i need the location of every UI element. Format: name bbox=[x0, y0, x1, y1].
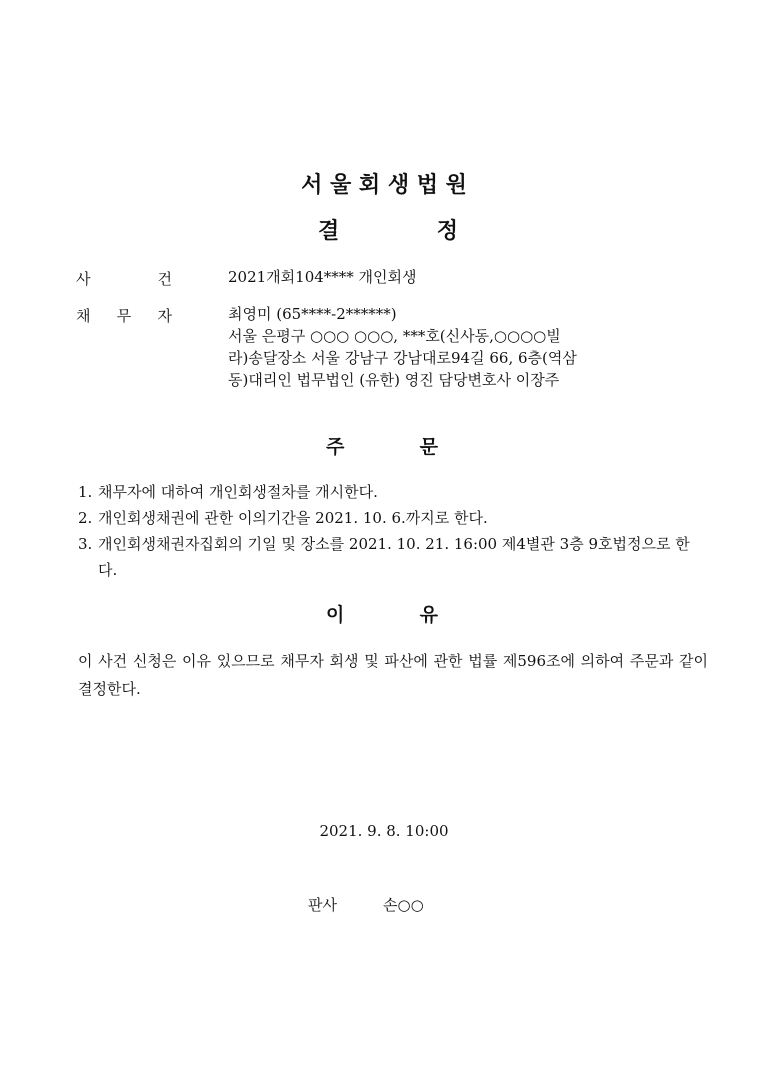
document-title bbox=[318, 214, 458, 245]
order-item bbox=[78, 531, 708, 583]
debtor-label-char-1: 채 bbox=[76, 307, 91, 325]
reason-heading-char-2: 유 bbox=[419, 604, 438, 626]
debtor-label-char-2: 무 bbox=[116, 307, 132, 325]
reason-text: 이 사건 신청은 이유 있으므로 채무자 회생 및 파산에 관한 법률 제596조에 의하여 주문과 같이 결정한다. bbox=[78, 652, 708, 698]
order-item bbox=[78, 479, 708, 505]
debtor-line-1: 최영미 (65****-2******) bbox=[228, 305, 397, 323]
judge-label: 판사 bbox=[308, 896, 337, 914]
judge-name: 손○○ bbox=[382, 896, 424, 914]
debtor-label-char-3: 자 bbox=[157, 307, 172, 325]
order-item bbox=[78, 505, 708, 531]
court-name: 서 울 회 생 법 원 bbox=[301, 173, 467, 198]
debtor-line-3: 라)송달장소 서울 강남구 강남대로94길 66, 6층(역삼 bbox=[228, 349, 577, 367]
case-label-char-2: 건 bbox=[157, 270, 172, 288]
case-label bbox=[76, 268, 172, 289]
order-number: 1. bbox=[78, 483, 93, 501]
order-number: 2. bbox=[78, 509, 93, 527]
debtor-line-2: 서울 은평구 ○○○ ○○○, ***호(신사동,○○○○빌 bbox=[228, 327, 561, 345]
case-label-char-1: 사 bbox=[76, 270, 91, 288]
reason-heading bbox=[326, 600, 438, 627]
order-text: 개인회생채권자집회의 기일 및 장소를 2021. 10. 21. 16:00 제4별관 3층 9호법정으로 한다. bbox=[98, 535, 690, 579]
case-number: 2021개회104**** 개인회생 bbox=[228, 268, 417, 286]
order-number: 3. bbox=[78, 535, 93, 553]
document-title-char-2: 정 bbox=[436, 219, 458, 244]
document-title-char-1: 결 bbox=[318, 219, 340, 244]
debtor-label bbox=[76, 305, 172, 326]
order-heading-char-2: 문 bbox=[419, 436, 438, 458]
order-text: 채무자에 대하여 개인회생절차를 개시한다. bbox=[98, 483, 378, 501]
debtor-line-4: 동)대리인 법무법인 (유한) 영진 담당변호사 이장주 bbox=[228, 371, 560, 389]
order-list bbox=[78, 479, 708, 583]
order-heading bbox=[326, 432, 438, 459]
order-text: 개인회생채권에 관한 이의기간을 2021. 10. 6.까지로 한다. bbox=[98, 509, 488, 527]
judge-signature bbox=[308, 894, 424, 915]
reason-heading-char-1: 이 bbox=[326, 604, 345, 626]
order-heading-char-1: 주 bbox=[326, 436, 345, 458]
debtor-info bbox=[228, 303, 628, 391]
decision-date: 2021. 9. 8. 10:00 bbox=[319, 822, 449, 840]
